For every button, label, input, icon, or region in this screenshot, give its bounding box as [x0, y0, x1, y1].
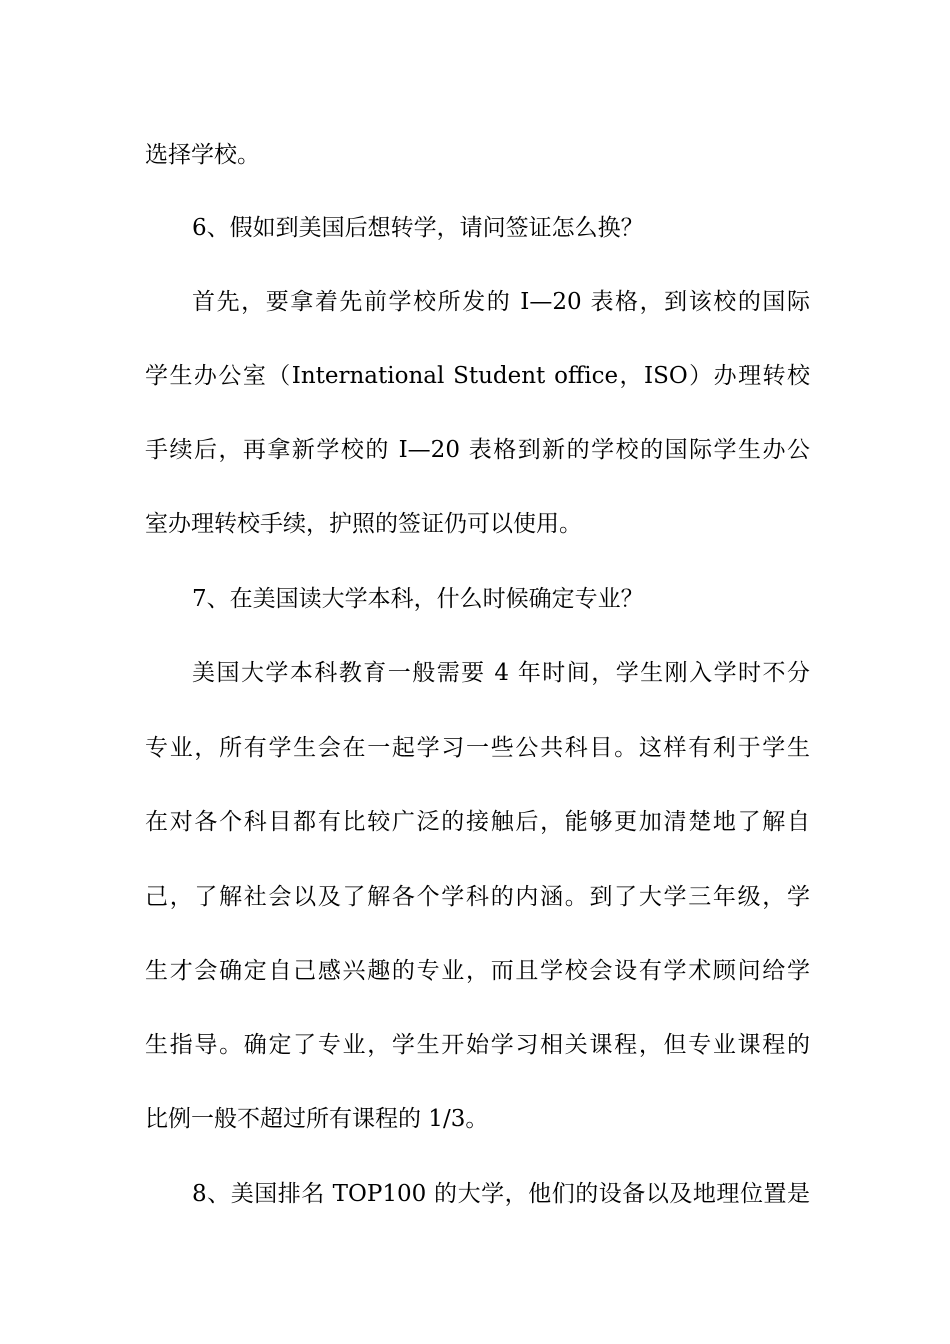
text-line: 选择学校。 — [145, 142, 260, 168]
text-line: 在对各个科目都有比较广泛的接触后，能够更加清楚地了解自 — [145, 809, 810, 835]
question-heading: 6、假如到美国后想转学，请问签证怎么换？ — [192, 215, 644, 241]
text-line: 生才会确定自己感兴趣的专业，而且学校会设有学术顾问给学 — [145, 958, 810, 984]
question-heading: 7、在美国读大学本科，什么时候确定专业？ — [192, 586, 644, 612]
question-heading: 8、美国排名 TOP100 的大学，他们的设备以及地理位置是 — [192, 1181, 810, 1207]
text-line: 专业，所有学生会在一起学习一些公共科目。这样有利于学生 — [145, 735, 810, 761]
text-line: 学生办公室（International Student office，ISO）办理转校 — [145, 363, 810, 389]
text-line: 室办理转校手续，护照的签证仍可以使用。 — [145, 511, 582, 537]
text-line: 己，了解社会以及了解各个学科的内涵。到了大学三年级，学 — [145, 884, 810, 910]
text-line: 比例一般不超过所有课程的 1/3。 — [145, 1106, 489, 1132]
text-line: 手续后，再拿新学校的 I—20 表格到新的学校的国际学生办公 — [145, 437, 810, 463]
text-line: 美国大学本科教育一般需要 4 年时间，学生刚入学时不分 — [192, 660, 810, 686]
text-line: 生指导。确定了专业，学生开始学习相关课程，但专业课程的 — [145, 1032, 810, 1058]
text-line: 首先，要拿着先前学校所发的 I—20 表格，到该校的国际 — [192, 289, 810, 315]
